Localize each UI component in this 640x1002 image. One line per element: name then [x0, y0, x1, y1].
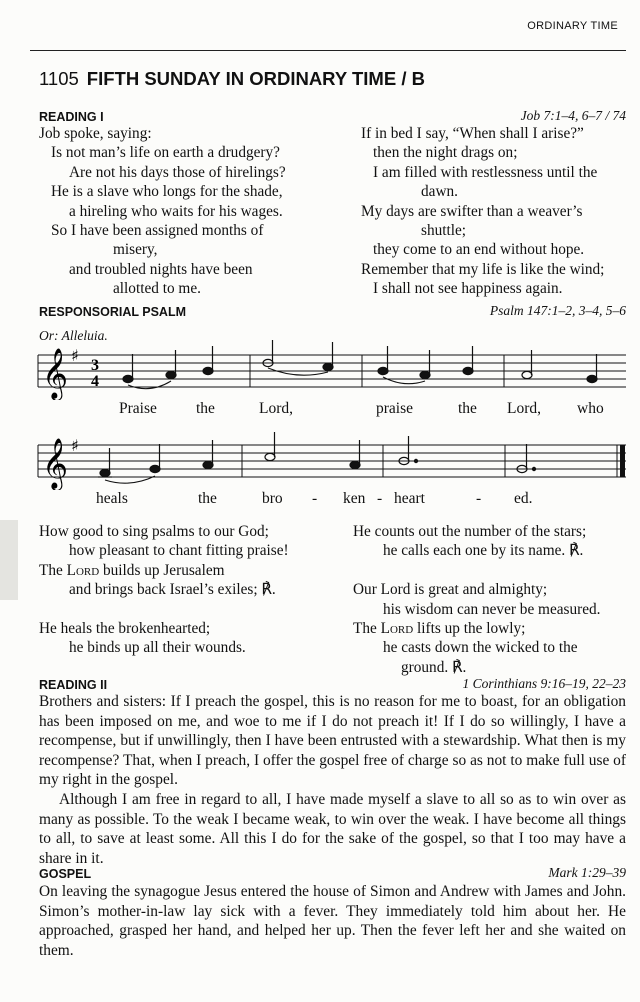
verse-line: then the night drags on;: [373, 144, 518, 162]
note: [323, 363, 333, 370]
note: [166, 371, 176, 378]
lyric: heart: [394, 490, 425, 507]
note: [378, 367, 388, 374]
verse-line: he casts down the wicked to the: [383, 639, 578, 657]
note: [420, 371, 430, 378]
verse-line: So I have been assigned months of: [51, 222, 264, 240]
music-staff-2: [0, 430, 640, 490]
lyric: -: [476, 490, 482, 507]
verse-line: he binds up all their wounds.: [69, 639, 246, 657]
lyric: ed.: [514, 490, 533, 507]
gospel-text: [39, 882, 626, 960]
verse-line: they come to an end without hope.: [373, 241, 585, 259]
half-note: [265, 453, 275, 460]
page-title: [39, 68, 425, 90]
lyric: ken: [343, 490, 366, 507]
note: [150, 465, 160, 472]
treble-clef-icon: 𝄞: [42, 348, 69, 399]
slur: [128, 381, 171, 389]
reading1-citation: Job 7:1–4, 6–7 / 74: [520, 108, 626, 123]
psalm-stanzas-right: [353, 522, 601, 677]
key-signature-sharp-icon: ♯: [71, 346, 79, 365]
lyric: the: [196, 400, 215, 417]
verse-line: Our Lord is great and almighty;: [353, 581, 548, 599]
lyric: Lord,: [259, 400, 294, 417]
psalm-citation: Psalm 147:1–2, 3–4, 5–6: [489, 303, 626, 318]
lyric: heals: [96, 490, 128, 507]
psalm-stanzas-left: [39, 522, 289, 658]
verse-line: ground. ℟.: [401, 658, 467, 676]
treble-clef-icon: 𝄞: [42, 438, 69, 489]
time-signature-bottom: 4: [91, 373, 99, 390]
verse-line: My days are swifter than a weaver’s: [361, 202, 583, 220]
slur: [383, 377, 425, 384]
lyric: bro: [262, 490, 283, 507]
psalm-heading: RESPONSORIAL PSALM: [39, 305, 187, 319]
reading1-right-column: [361, 124, 604, 299]
verse-line: Remember that my life is like the wind;: [361, 260, 605, 278]
verse-line: The Lord builds up Jerusalem: [39, 561, 225, 579]
lyric: the: [198, 490, 217, 507]
lyric: who: [577, 400, 604, 417]
time-signature-top: 3: [91, 357, 99, 374]
verse-line: how pleasant to chant fitting praise!: [69, 542, 289, 560]
note: [100, 469, 110, 476]
verse-line: and troubled nights have been: [69, 260, 253, 278]
note: [350, 461, 360, 468]
running-head: ORDINARY TIME: [527, 20, 618, 32]
gospel-citation: Mark 1:29–39: [548, 865, 626, 880]
verse-line: Are not his days those of hirelings?: [69, 163, 286, 181]
header-rule: [30, 50, 626, 51]
reading2-heading: READING II: [39, 678, 108, 692]
verse-line: He is a slave who longs for the shade,: [51, 183, 283, 201]
dot: [414, 459, 417, 462]
lyric: Lord,: [507, 400, 542, 417]
paragraph: On leaving the synagogue Jesus entered the house of Simon and Andrew with James and John. Simon’s mother-in-law lay sick with a fever. They immediately told him about her. He approached, grasped her hand, and helped her up. Then the fever left her and she waited on them.: [39, 883, 626, 959]
note: [587, 375, 597, 382]
verse-line: dawn.: [421, 183, 458, 201]
music-staff-1: [0, 340, 640, 400]
lyric: the: [458, 400, 477, 417]
verse-line: I am filled with restlessness until the: [373, 163, 598, 181]
reading2-citation: 1 Corinthians 9:16–19, 22–23: [462, 676, 626, 691]
reading2-text: [39, 692, 626, 868]
gospel-heading: GOSPEL: [39, 867, 92, 881]
dot: [532, 467, 535, 470]
verse-line: Is not man’s life on earth a drudgery?: [51, 144, 280, 162]
verse-line: If in bed I say, “When shall I arise?”: [361, 125, 584, 142]
key-signature-sharp-icon: ♯: [71, 436, 79, 455]
title-text: FIFTH SUNDAY IN ORDINARY TIME / B: [86, 68, 425, 89]
reading1-heading: READING I: [39, 110, 104, 124]
lyric: -: [312, 490, 318, 507]
verse-line: Job spoke, saying:: [39, 125, 152, 142]
verse-line: He counts out the number of the stars;: [353, 523, 587, 540]
reading1-left-column: [39, 124, 286, 299]
verse-line: I shall not see happiness again.: [373, 280, 563, 298]
note: [463, 367, 473, 374]
lyric: praise: [376, 400, 414, 417]
paragraph: Brothers and sisters: If I preach the gospel, this is no reason for me to boast, for an obligation has been imposed on me, and woe to me if I do not preach it! If I do so willingly, I have a recompense, but if unwillingly, then I have been entrusted with a stewardship. What then is my recompense? That, when I preach, I offer the gospel free of charge so as not to make full use of my right in the gospel.: [39, 693, 626, 789]
lyric: Praise: [119, 400, 157, 417]
verse-line: How good to sing psalms to our God;: [39, 523, 269, 540]
verse-line: his wisdom can never be measured.: [383, 600, 601, 618]
note: [203, 461, 213, 468]
note: [123, 375, 133, 382]
verse-line: allotted to me.: [113, 280, 201, 298]
verse-line: misery,: [113, 241, 158, 259]
paragraph: Although I am free in regard to all, I have made myself a slave to all so as to win over as many as possible. To the weak I became weak, to win over the weak. I have become all things to all, to save at least some. All this I do for the sake of the gospel, so that I too may have a share in it.: [39, 790, 626, 867]
alt-response: Or: Alleluia.: [39, 328, 108, 343]
slur: [268, 368, 328, 375]
verse-line: He heals the brokenhearted;: [39, 620, 211, 638]
half-note: [522, 371, 532, 378]
verse-line: and brings back Israel’s exiles; ℟.: [69, 581, 276, 599]
page-edge-tab: [0, 520, 18, 600]
verse-line: a hireling who waits for his wages.: [69, 202, 283, 220]
verse-line: he calls each one by its name. ℟.: [383, 542, 584, 560]
lyric: -: [377, 490, 383, 507]
note: [203, 367, 213, 374]
page-number: 1105: [39, 68, 79, 89]
verse-line: shuttle;: [421, 222, 467, 240]
verse-line: The Lord lifts up the lowly;: [353, 620, 526, 638]
